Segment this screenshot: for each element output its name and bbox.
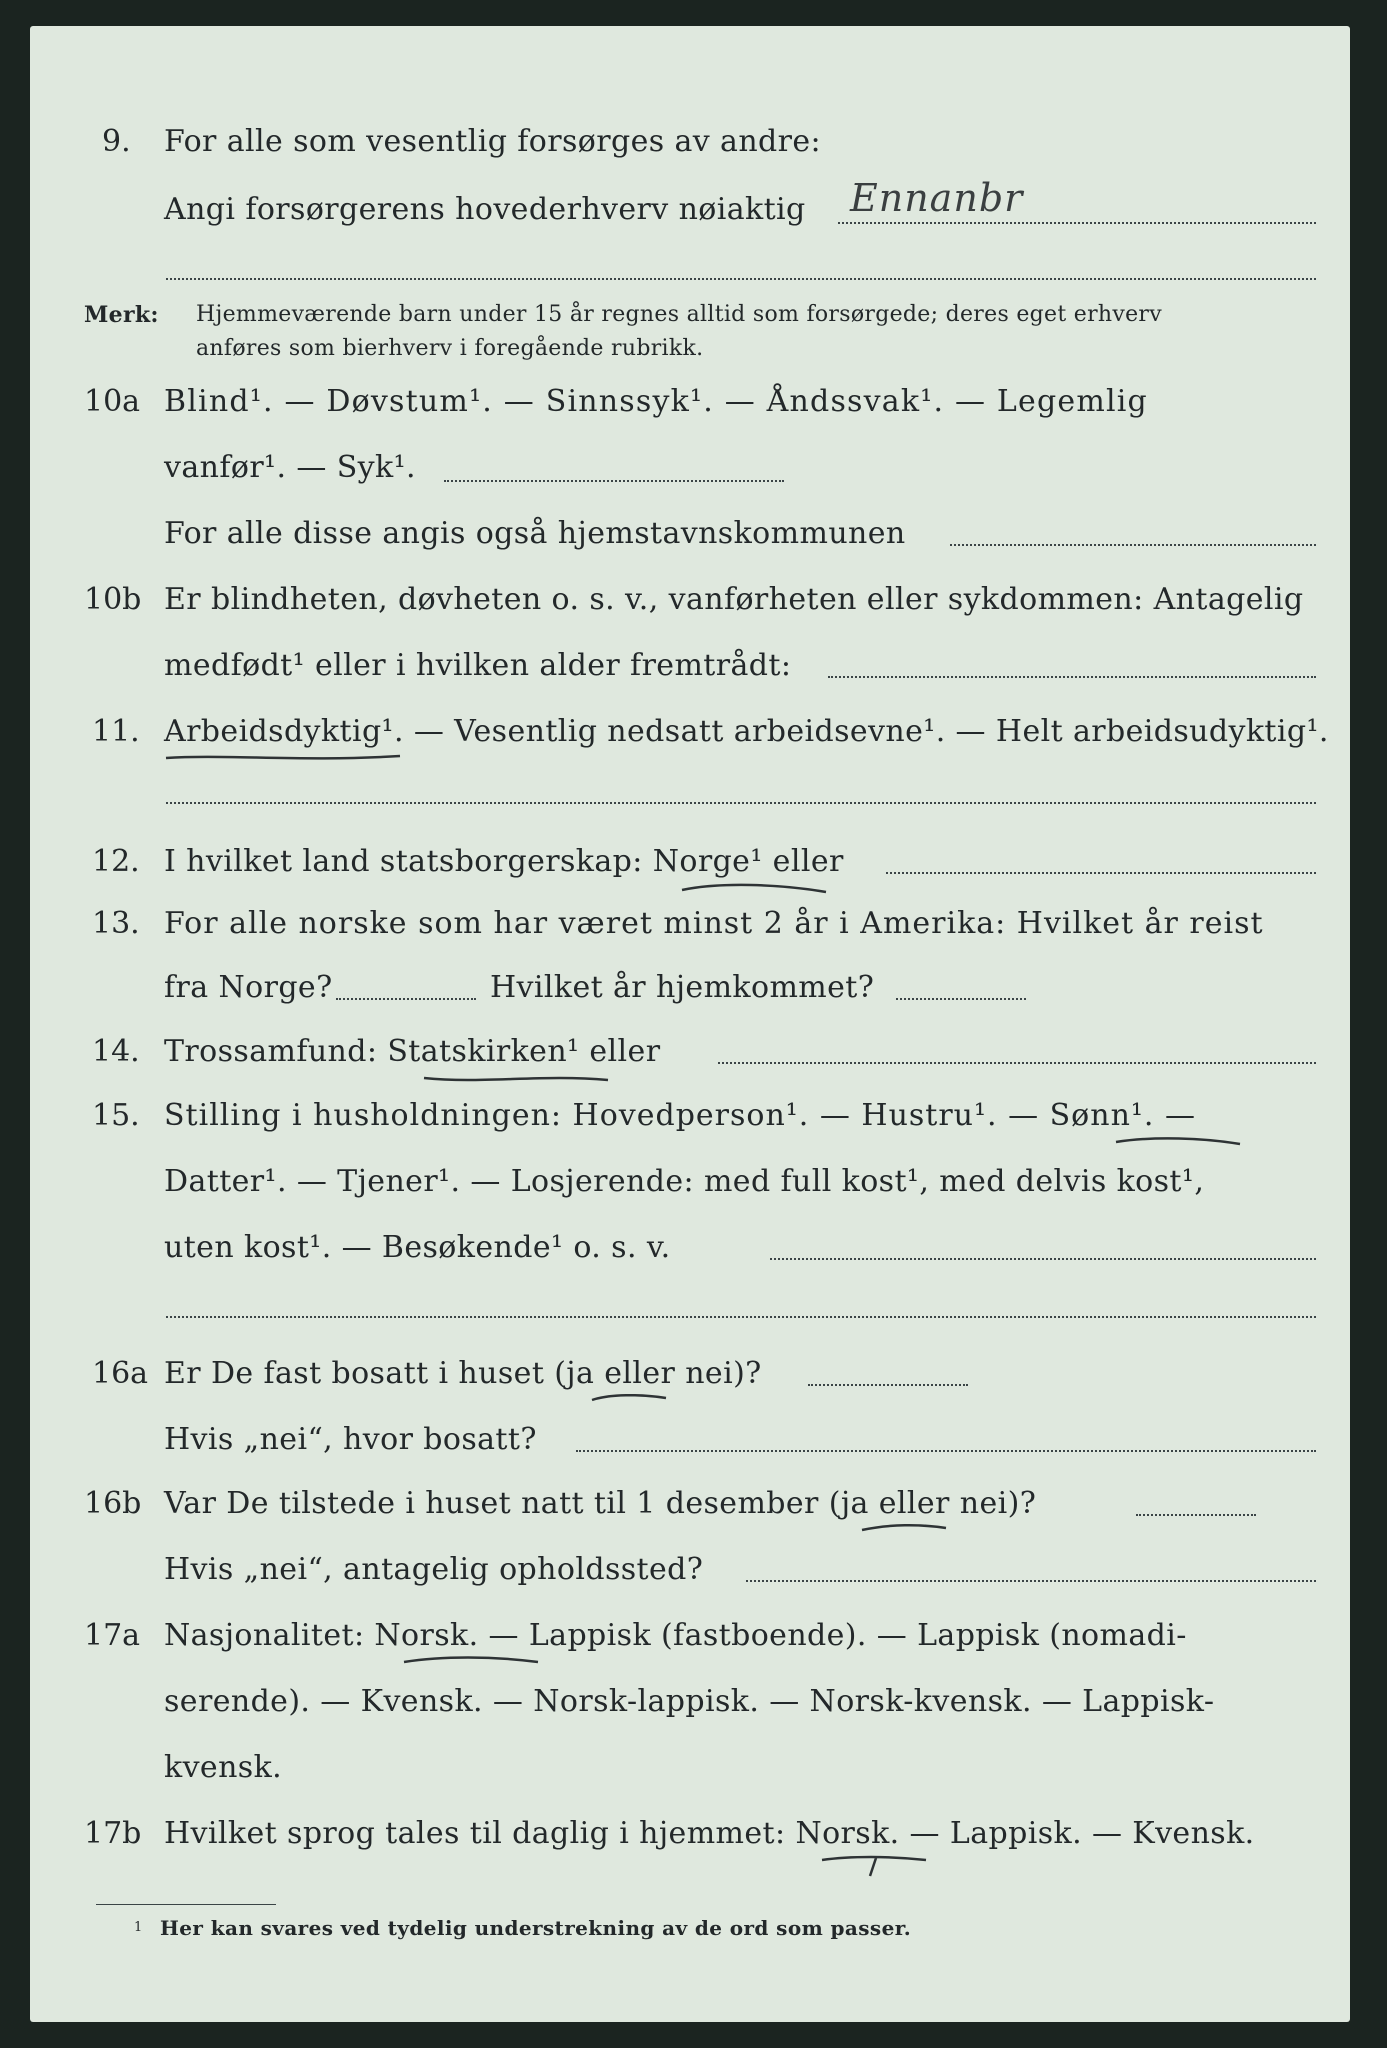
footnote-text: Her kan svares ved tydelig understrekning av de ord som passer. xyxy=(160,1916,912,1940)
merk-line2: anføres som bierhverv i foregående rubrikk. xyxy=(196,336,704,361)
q16b-number: 16b xyxy=(84,1486,142,1521)
q17a-number: 17a xyxy=(84,1618,141,1653)
q10a-number: 10a xyxy=(84,384,141,419)
q10a-kommune-line xyxy=(950,544,1316,546)
q16a-line1: Er De fast bosatt i huset (ja eller nei)? xyxy=(164,1356,762,1391)
q16b-handwritten-underline xyxy=(860,1520,950,1536)
q17a-line3: kvensk. xyxy=(164,1750,283,1785)
q16b-opholdssted-line xyxy=(746,1580,1316,1582)
census-form-page xyxy=(30,26,1350,2022)
q15-number: 15. xyxy=(92,1098,140,1133)
q14-line1: Trossamfund: Statskirken¹ eller xyxy=(164,1034,661,1069)
q10a-line1: Blind¹. — Døvstum¹. — Sinnssyk¹. — Åndssvak¹. — Legemlig xyxy=(164,384,1148,419)
q17b-line1: Hvilket sprog tales til daglig i hjemmet: Norsk. — Lappisk. — Kvensk. xyxy=(164,1816,1255,1851)
footnote-rule xyxy=(96,1904,276,1905)
q13-number: 13. xyxy=(92,906,140,941)
q10a-syk-line xyxy=(444,480,784,482)
q11-line1: Arbeidsdyktig¹. — Vesentlig nedsatt arbeidsevne¹. — Helt arbeidsudyktig¹. xyxy=(164,714,1329,749)
q10a-line2: vanfør¹. — Syk¹. xyxy=(164,450,416,485)
q16a-bosatt-line xyxy=(808,1384,968,1386)
q16a-number: 16a xyxy=(92,1356,149,1391)
merk-line1: Hjemmeværende barn under 15 år regnes alltid som forsørgede; deres eget erhverv xyxy=(196,302,1162,327)
q14-handwritten-underline xyxy=(422,1070,612,1090)
q17b-number: 17b xyxy=(84,1816,142,1851)
q14-trossamfund-line xyxy=(718,1062,1316,1064)
q16b-tilstede-line xyxy=(1136,1514,1256,1516)
q13-line2b: Hvilket år hjemkommet? xyxy=(490,970,875,1005)
q11-handwritten-underline xyxy=(164,748,404,768)
q15-line2: Datter¹. — Tjener¹. — Losjerende: med full kost¹, med delvis kost¹, xyxy=(164,1164,1205,1199)
q9-number: 9. xyxy=(102,124,131,159)
q17a-line2: serende). — Kvensk. — Norsk-lappisk. — Norsk-kvensk. — Lappisk- xyxy=(164,1684,1215,1719)
q14-number: 14. xyxy=(92,1034,140,1069)
q15-line3: uten kost¹. — Besøkende¹ o. s. v. xyxy=(164,1230,671,1265)
q15-line1: Stilling i husholdningen: Hovedperson¹. — Hustru¹. — Sønn¹. — xyxy=(164,1098,1196,1133)
q12-number: 12. xyxy=(92,844,140,879)
q10b-number: 10b xyxy=(84,582,142,617)
q9-handwritten-answer: Ennanbr xyxy=(850,176,1024,220)
q16a-line2: Hvis „nei“, hvor bosatt? xyxy=(164,1422,537,1457)
q10b-alder-line xyxy=(828,676,1316,678)
q11-number: 11. xyxy=(92,714,140,749)
q10b-line2: medfødt¹ eller i hvilken alder fremtrådt: xyxy=(164,648,792,683)
q13-hjemkommet-line xyxy=(896,998,1026,1000)
q16a-handwritten-underline xyxy=(590,1390,670,1406)
q12-line1: I hvilket land statsborgerskap: Norge¹ eller xyxy=(164,844,844,879)
q10b-line1: Er blindheten, døvheten o. s. v., vanførheten eller sykdommen: Antagelig xyxy=(164,582,1304,617)
q12-land-line xyxy=(886,872,1316,874)
merk-label: Merk: xyxy=(84,302,159,328)
q9-line1: For alle som vesentlig forsørges av andre: xyxy=(164,124,822,159)
q15-extra-line xyxy=(166,1316,1316,1318)
q16b-line2: Hvis „nei“, antagelig opholdssted? xyxy=(164,1552,704,1587)
footnote-mark: 1 xyxy=(134,1920,143,1935)
q17a-line1: Nasjonalitet: Norsk. — Lappisk (fastboende). — Lappisk (nomadi- xyxy=(164,1618,1187,1653)
q10a-line3: For alle disse angis også hjemstavnskommunen xyxy=(164,516,906,551)
q15-besokende-line xyxy=(770,1258,1316,1260)
q9-extra-line xyxy=(166,278,1316,280)
q16b-line1: Var De tilstede i huset natt til 1 desember (ja eller nei)? xyxy=(164,1486,1037,1521)
q12-handwritten-underline xyxy=(680,878,830,898)
q9-line2: Angi forsørgerens hovederhverv nøiaktig xyxy=(164,192,806,227)
q11-extra-line xyxy=(166,802,1316,804)
q9-answer-line xyxy=(838,222,1316,224)
q15-handwritten-underline xyxy=(1114,1132,1244,1152)
q17a-handwritten-underline xyxy=(402,1652,542,1670)
q16a-hvor-line xyxy=(576,1450,1316,1452)
q13-line1: For alle norske som har været minst 2 år i Amerika: Hvilket år reist xyxy=(164,906,1264,941)
q13-line2a: fra Norge? xyxy=(164,970,333,1005)
q17b-handwritten-underline xyxy=(820,1852,930,1878)
q13-reist-line xyxy=(336,998,476,1000)
